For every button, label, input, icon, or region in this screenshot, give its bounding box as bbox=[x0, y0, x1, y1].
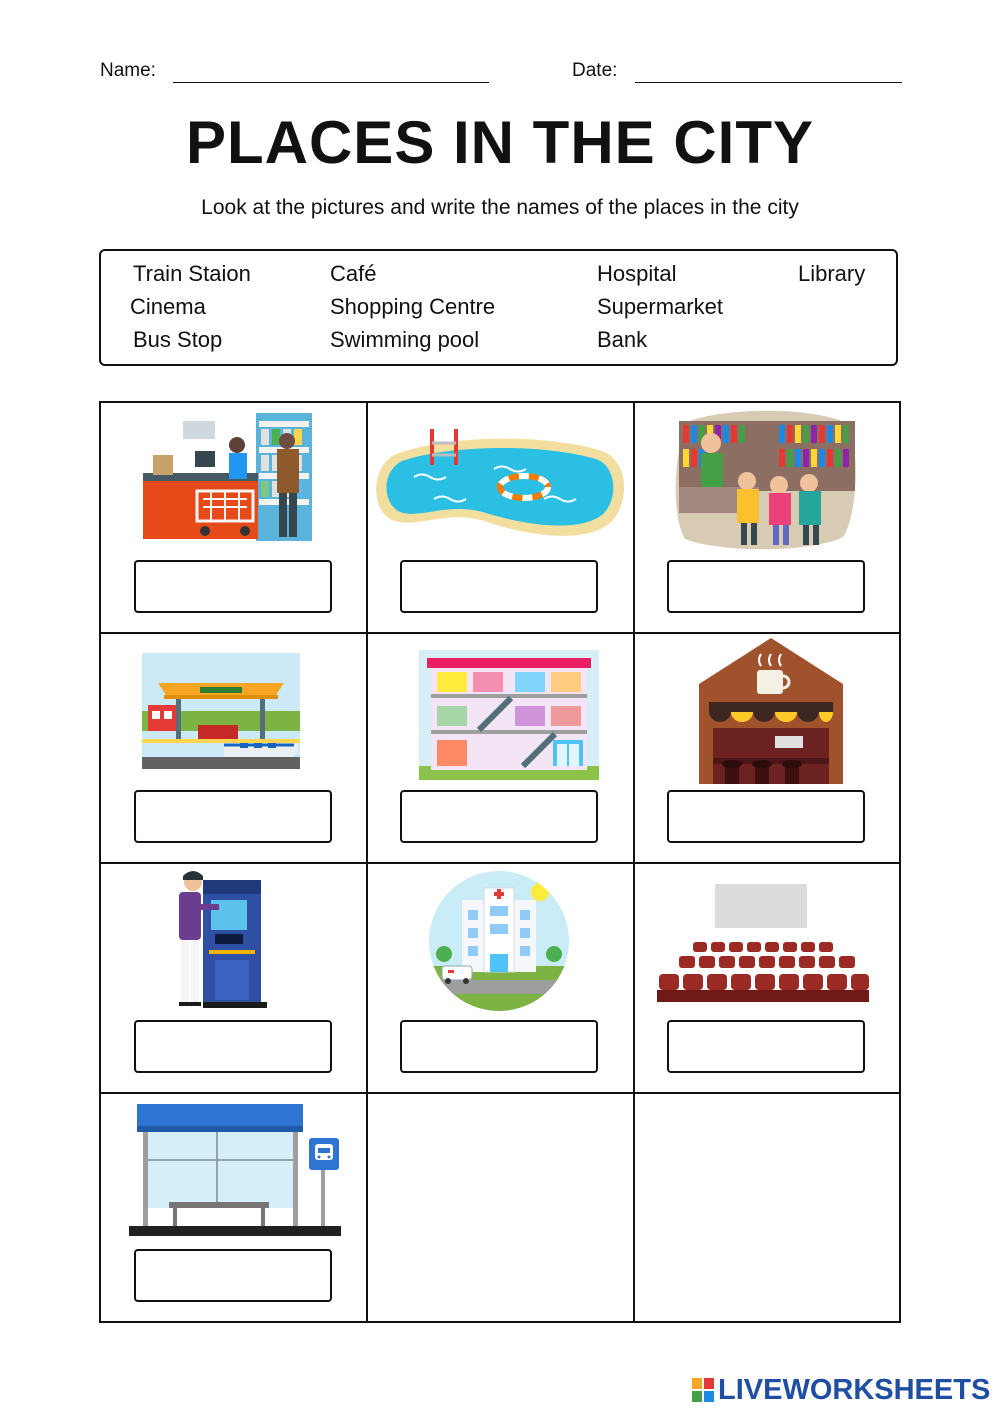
word-bank-item: Swimming pool bbox=[330, 327, 480, 352]
page-title: PLACES IN THE CITY bbox=[185, 109, 815, 176]
picture-card bbox=[101, 864, 366, 1092]
answer-box[interactable] bbox=[400, 790, 598, 843]
picture-card bbox=[635, 864, 899, 1092]
picture-grid bbox=[99, 401, 901, 1323]
name-label: Name: bbox=[100, 60, 156, 81]
shopping-centre-picture bbox=[419, 650, 599, 780]
train-station-picture bbox=[142, 653, 300, 769]
liveworksheets-logo bbox=[692, 1374, 992, 1406]
library-picture bbox=[671, 407, 859, 553]
swimming-pool-picture bbox=[374, 425, 626, 547]
bank-atm-picture bbox=[173, 870, 267, 1010]
word-bank-item: Supermarket bbox=[597, 294, 723, 319]
empty-cell bbox=[635, 1094, 899, 1321]
picture-card bbox=[368, 864, 633, 1092]
answer-box[interactable] bbox=[667, 560, 865, 613]
answer-box[interactable] bbox=[667, 790, 865, 843]
answer-box[interactable] bbox=[134, 560, 332, 613]
answer-box[interactable] bbox=[134, 1249, 332, 1302]
word-bank-item: Bank bbox=[597, 327, 648, 352]
picture-card bbox=[368, 403, 633, 632]
brand-name: LIVEWORKSHEETS bbox=[718, 1374, 991, 1406]
name-field[interactable] bbox=[173, 82, 489, 83]
word-bank-item: Train Staion bbox=[133, 261, 251, 286]
liveworksheets-icon bbox=[692, 1378, 714, 1402]
date-label: Date: bbox=[572, 60, 618, 81]
picture-card bbox=[635, 634, 899, 862]
picture-card bbox=[101, 403, 366, 632]
word-bank bbox=[99, 249, 898, 366]
word-bank-item: Shopping Centre bbox=[330, 294, 496, 319]
word-bank-item: Cinema bbox=[130, 294, 206, 319]
cinema-picture bbox=[657, 884, 869, 1002]
name-date-row bbox=[100, 60, 902, 90]
empty-cell bbox=[368, 1094, 633, 1321]
answer-box[interactable] bbox=[134, 790, 332, 843]
hospital-picture bbox=[428, 870, 570, 1012]
date-field[interactable] bbox=[635, 82, 902, 83]
bus-stop-picture bbox=[129, 1102, 341, 1238]
word-bank-item: Bus Stop bbox=[133, 327, 223, 352]
picture-card bbox=[101, 1094, 366, 1321]
answer-box[interactable] bbox=[400, 560, 598, 613]
answer-box[interactable] bbox=[134, 1020, 332, 1073]
supermarket-picture bbox=[141, 411, 313, 543]
word-bank-item: Hospital bbox=[597, 261, 677, 286]
picture-card bbox=[635, 403, 899, 632]
cafe-picture bbox=[697, 636, 845, 786]
picture-card bbox=[368, 634, 633, 862]
answer-box[interactable] bbox=[667, 1020, 865, 1073]
word-bank-item: Café bbox=[330, 261, 377, 286]
picture-card bbox=[101, 634, 366, 862]
instructions: Look at the pictures and write the names of the places in the city bbox=[201, 196, 799, 219]
answer-box[interactable] bbox=[400, 1020, 598, 1073]
word-bank-item: Library bbox=[798, 261, 866, 286]
